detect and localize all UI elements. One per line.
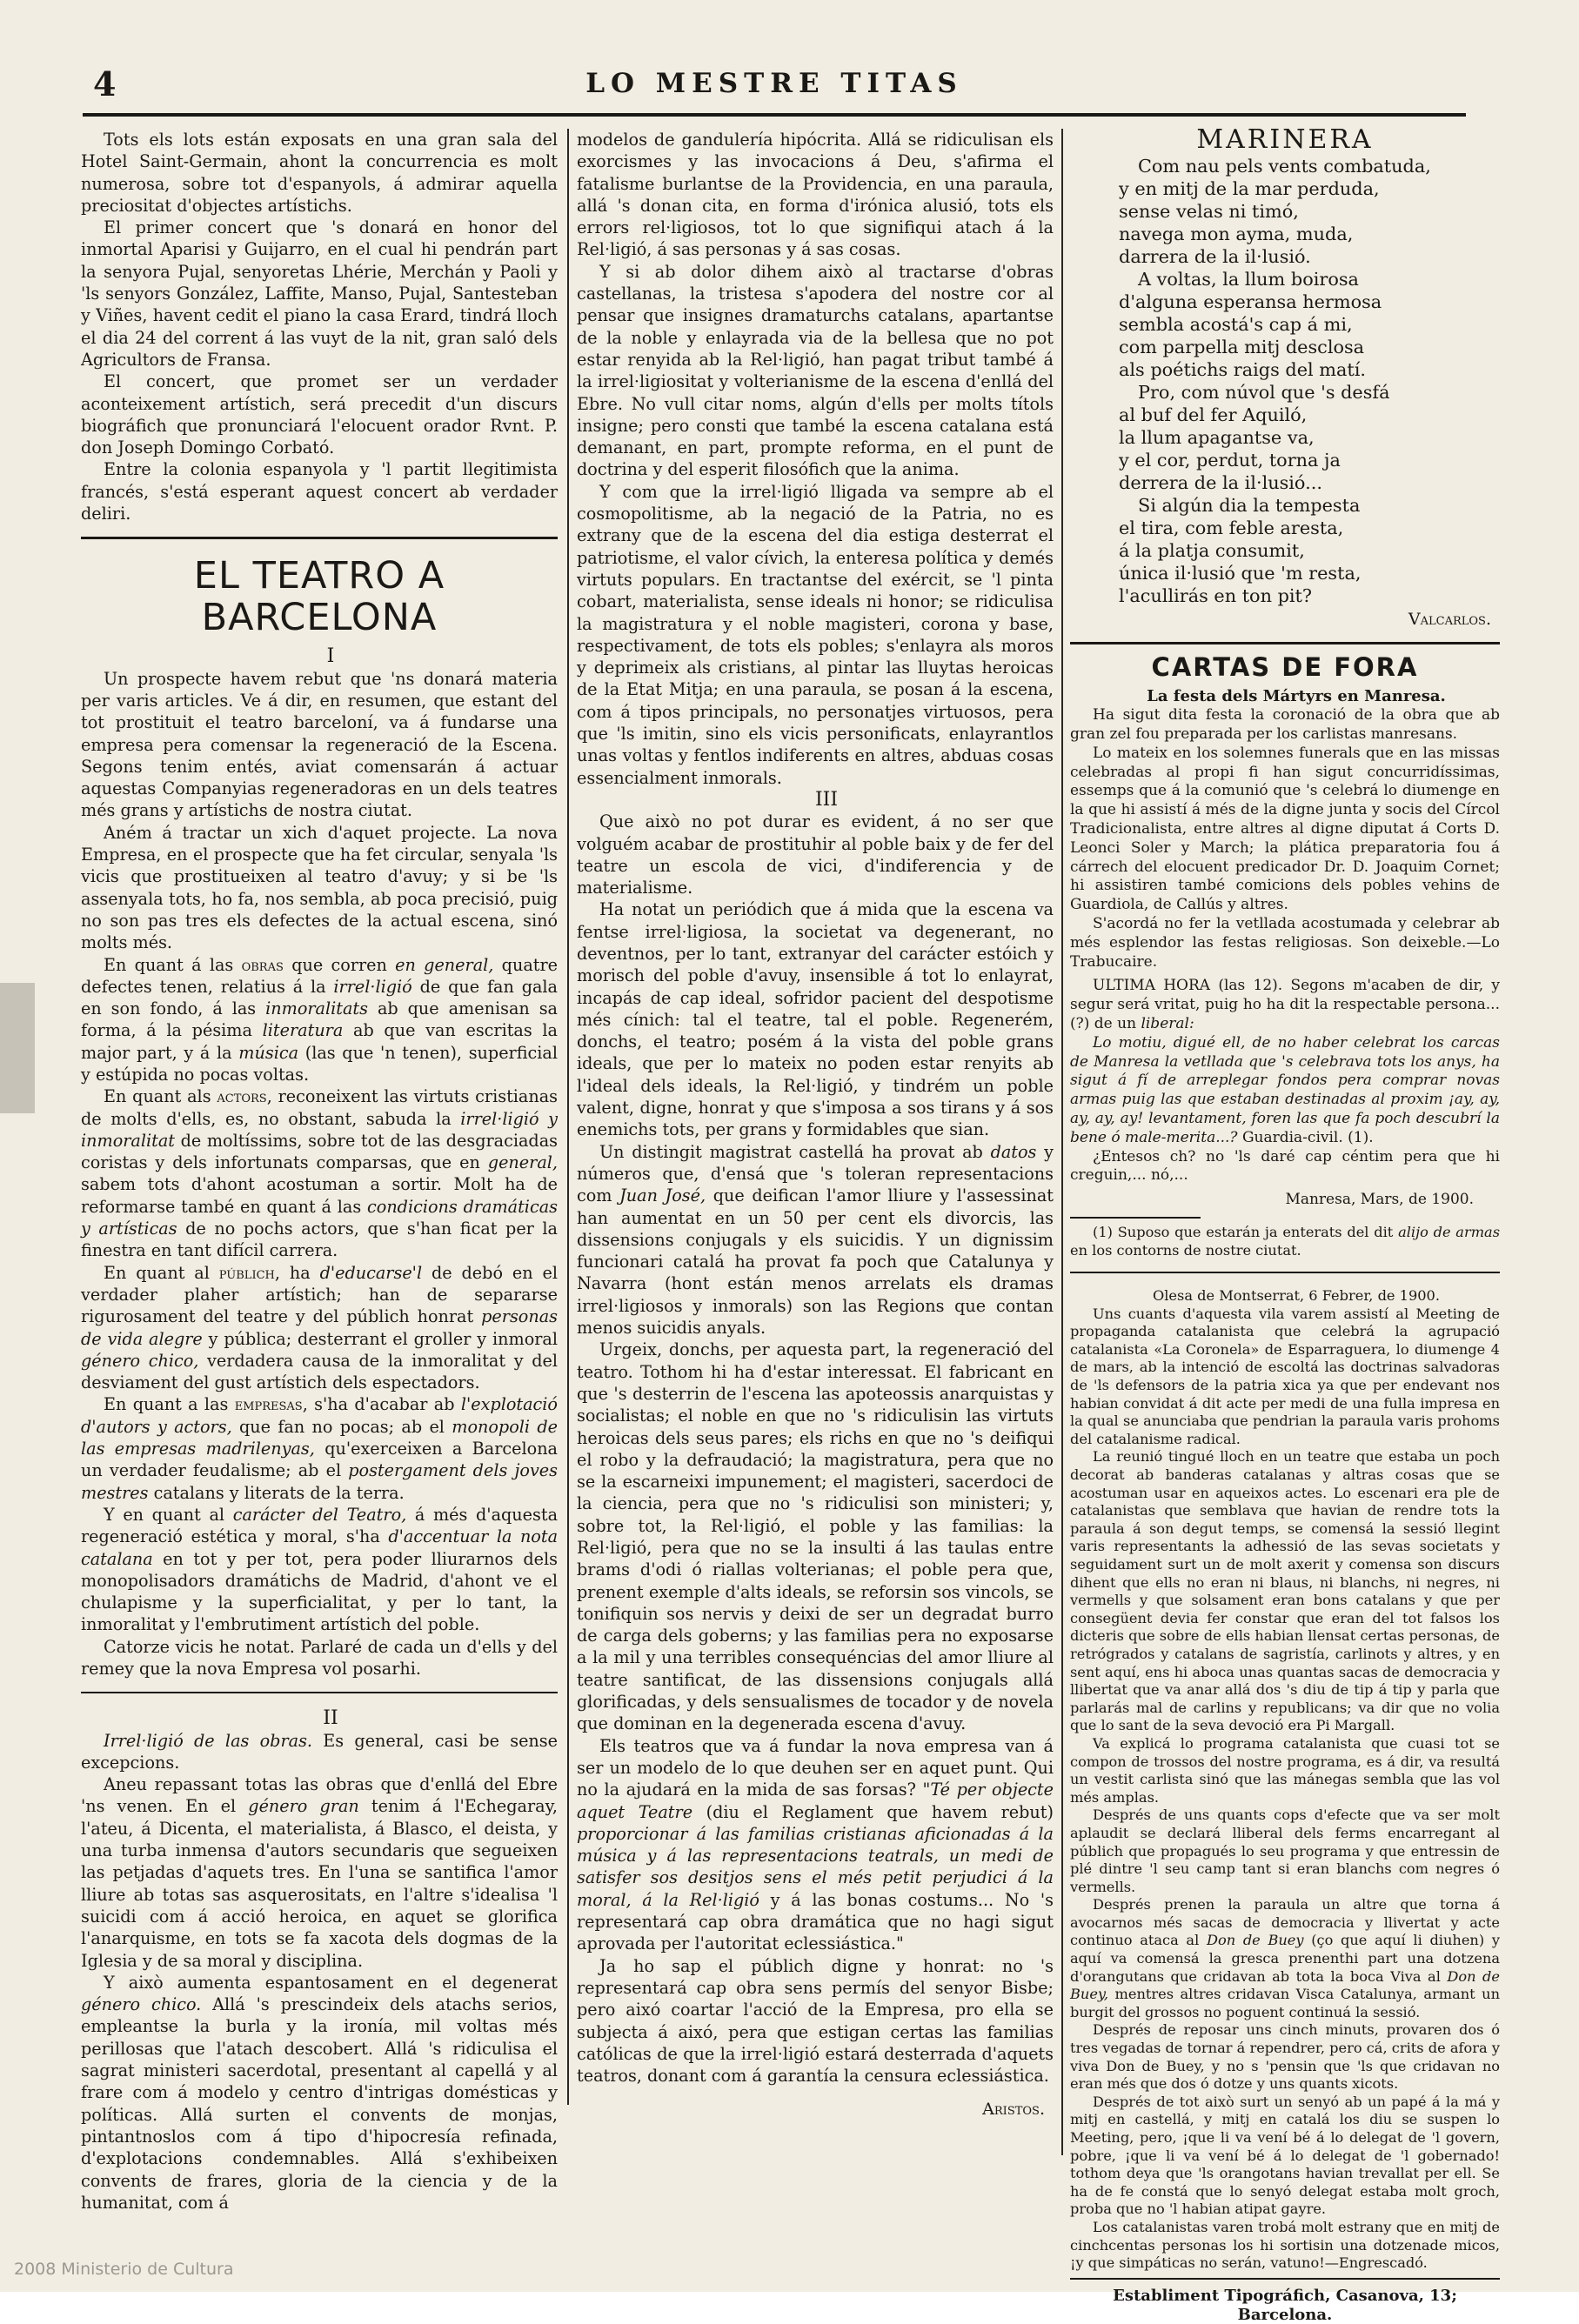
paragraph: Catorze vicis he notat. Parlaré de cada un d'ells y del remey que la nova Empresa vol posarhi. bbox=[81, 1636, 558, 1679]
paragraph: Els teatros que va á fundar la nova empresa van á ser un modelo de lo que deuhen ser en aquet punt. Qui no la ajudará en la mida de sas forsas? "Té per objecte aquet Teatre (diu el Reglament que havem rebut) proporcionar á las familias cristianas aficionadas á la música y á las representacions teatrals, un medi de satisfer sos desitjos sens el més petit perjudici á la moral, á la Rel·ligió y á las bonas costums... No 's representará cap obra dramática que no hagi sigut aprovada per l'autoritat eclessiástica." bbox=[577, 1735, 1054, 1954]
paragraph: modelos de gandulería hipócrita. Allá se ridiculisan els exorcismes y las invocacions á Deu, s'afirma el fatalisme burlantse de la Providencia, en una paraula, allá 's donan cita, en forma d'irónica alusió, tots els errors rel·ligiosos, tot lo que signifiqui atach á la Rel·ligió, á sas personas y á sas cosas. bbox=[577, 130, 1054, 260]
paragraph: Ha notat un periódich que á mida que la escena va fentse irrel·ligiosa, la societat va degenerant, no deventnos, per lo tant, extranyar del carácter estóich y morisch del poble d'avuy, insensible á tot lo enlayrat, incapás de cap ideal, sofridor pacient del despotisme més cínich: tal el teatre, tal el poble. Regenerém, donchs, el teatro; posém á la vista del poble grans ideals, que per lo mateix no poden estar renyits ab l'ideal dels ideals, la Rel·ligió, y tindrém un poble valent, digne, honrat y que s'imposa a sos tirans y á sos enemichs tots, per grans y formidables que sian. bbox=[577, 899, 1054, 1140]
column-divider bbox=[1061, 129, 1063, 2155]
column-divider bbox=[567, 129, 569, 2105]
poem-line: darrera de la il·lusió. bbox=[1119, 245, 1311, 267]
poem-line: l'acullirás en ton pit? bbox=[1119, 584, 1313, 606]
paragraph: En quant á las obras que corren en general, quatre defectes tenen, relatius á la irrel·ligió de que fan gala en son fondo, á las inmoralitats ab que amenisan sa forma, á la pésima literatura ab que van escritas la major part, y á la música (las que 'n tenen), superficial y estúpida no pocas voltas. bbox=[81, 954, 558, 1085]
paragraph: Ja ho sap el públich digne y honrat: no 's representará cap obra sens permís del senyor Bisbe; pero aixó coartar l'acció de la Empresa, pro ella se subjecta á aixó, pera que estigan certas las familias católicas de que la irrel·ligió estará desterrada d'aquets teatros, donant com á garantía la censura eclessiástica. bbox=[577, 1955, 1054, 2087]
paragraph: En quant al públich, ha d'educarse'l de debó en el verdader plaher artístich; han de separarse rigurosament del teatre y del públich honrat personas de vida alegre y pública; desterrant el groller y inmoral género chico, verdadera causa de la inmoralitat y del desviament del gust artístich dels espectadors. bbox=[81, 1262, 558, 1393]
section-divider bbox=[81, 537, 558, 539]
paragraph: Que això no pot durar es evident, á no ser que volguém acabar de prostituhir al poble baix y de fer del teatre un escola de vici, d'indiferencia y de materialisme. bbox=[577, 811, 1054, 898]
poem-line: Com nau pels vents combatuda, bbox=[1138, 155, 1431, 177]
paragraph: Entre la colonia espanyola y 'l partit llegitimista francés, s'está esperant aquest concert ab verdader deliri. bbox=[81, 459, 558, 524]
dateline: Manresa, Mars, de 1900. bbox=[1285, 1191, 1474, 1209]
paragraph: Tots els lots están exposats en una gran sala del Hotel Saint-Germain, ahont la concurrencia es molt numerosa, sobre tot d'espanyols, á admirar aquella preciositat d'objectes artístichs. bbox=[81, 130, 558, 216]
poem-line: y el cor, perdut, torna ja bbox=[1119, 449, 1341, 471]
poem-line: navega mon ayma, muda, bbox=[1119, 223, 1354, 244]
paragraph: Y si ab dolor dihem això al tractarse d'obras castellanas, la tristesa s'apodera del nostre cor al pensar que insignes dramaturchs catalans, apartantse de la noble y enlayrada via de la bellesa que no pot estar renyida ab la Rel·ligió, han pagat tribut també á la irrel·ligiositat y volterianisme de la escena d'enllá del Ebre. No vull citar noms, algún d'ells per molts títols insigne; pero consti que també la escena catalana está demanant, en part, prompte reforma, en el punt de doctrina y del esperit filosófich que la anima. bbox=[577, 261, 1054, 480]
poem-line: d'alguna esperansa hermosa bbox=[1119, 290, 1382, 312]
paragraph: Y en quant al carácter del Teatro, á més d'aquesta regeneració estética y moral, s'ha d'accentuar la nota catalana en tot y per tot, pera poder lliurarnos dels monopolisadors dramátichs de Madrid, d'ahont ve el chulapisme y la superficialitat, y per lo tant, la inmoralitat y l'embrutiment artístich del poble. bbox=[81, 1504, 559, 1635]
poem-line: Si algún dia la tempesta bbox=[1138, 494, 1361, 516]
column-1 bbox=[81, 129, 559, 2213]
poem-line: á la platja consumit, bbox=[1119, 539, 1305, 561]
section-number: III bbox=[814, 788, 839, 811]
poem-line: A voltas, la llum boirosa bbox=[1138, 268, 1359, 290]
poem-line: el tira, com feble aresta, bbox=[1119, 517, 1344, 538]
column-3 bbox=[1070, 124, 1500, 2324]
newspaper-title: LO MESTRE TITAS bbox=[585, 68, 963, 99]
paragraph: Urgeix, donchs, per aquesta part, la regeneració del teatro. Tothom hi ha d'estar interessat. El fabricant en que 's desterrin de l'escena las apoteossis anarquistas y socialistas; el noble en que no 's ridiculisin las virtuts heroicas dels seus pares; els richs en que no 's deifiqui el robo y la defraudació; la magistratura, pera que no se la escarneixi impunement; el magisteri, sacerdoci de la ciencia, pera que no 's ridiculisi son ministeri; y, sobre tot, la Rel·ligió, el poble y las familias: la Rel·ligió, pera que no se la insulti á las taulas entre brams d'odi ó riallas volterianas; el poble pera que, prenent exemple d'alts ideals, se reforsin sos vincols, se tonifiquin sos nervis y deixi de ser un degradat burro de carga dels goberns; y las familias pera no exposarse a la mil y una terribles consequéncias del amor lliure al teatre santificat, de las dissensions conjugals allá glorificadas, y dels sensualismes de tocador y de novela que dominan en la degenerada escena d'avuy. bbox=[577, 1339, 1054, 1734]
paragraph: ULTIMA HORA (las 12). Segons m'acaben de dir, y segur será vritat, puig ho ha dit la respectable persona... (?) de un liberal: bbox=[1070, 977, 1500, 1032]
poem-line: sembla acostá's cap á mi, bbox=[1119, 313, 1353, 335]
section-divider bbox=[1070, 642, 1500, 644]
poem-signature: Valcarlos. bbox=[1408, 609, 1491, 629]
poem-line: com parpella mitj desclosa bbox=[1119, 336, 1365, 357]
paragraph: Los catalanistas varen trobá molt estrany que en mitj de cinchcentas personas los hi sortisin una dotzenade micos, ¡y que simpáticas no serán, vatuno!—Engrescadó. bbox=[1070, 2218, 1500, 2272]
paragraph: Lo motiu, digué ell, de no haber celebrat los carcas de Manresa la vetllada que 's celebrava tots los anys, ha sigut á fí de arreplegar fondos pera comprar novas armas puig las que estaban destinadas al proxim ¡ay, ay, ay, ay, ay! levantament, foren las que fa poch descubrí la bene ó male-merita...? Guardia-civil. (1). bbox=[1070, 1033, 1500, 1146]
paragraph: Després de tot això surt un senyó ab un papé á la má y mitj en castellá, y mitj en catalá los diu se suspen lo Meeting, pero, ¡que li va vení bé á lo delegat de 'l govern, pobre, ¡que li va vení bé á lo delegat de 'l gobernado! tothom deya que 'ls orangotans havian trevallat per ell. Se ha de fe constá que lo senyó delegat estaba molt groch, proba que no 'l habian atipat gayre. bbox=[1070, 2093, 1500, 2218]
page-header bbox=[83, 59, 1466, 111]
letter-title: La festa dels Mártyrs en Manresa. bbox=[1147, 687, 1446, 706]
paragraph: Va explicá lo programa catalanista que cuasi tot se compon de trossos del nostre programa, es á dir, va resultá un vestit carlista sinó que las mánegas sembla que las vol més amplas. bbox=[1070, 1734, 1500, 1806]
footnote-rule bbox=[1070, 1217, 1201, 1219]
poem-line: y en mitj de la mar perduda, bbox=[1119, 177, 1380, 199]
page-edge-stain bbox=[0, 983, 35, 1113]
paragraph: Aneu repassant totas las obras que d'enllá del Ebre 'ns venen. En el género gran tenim á l'Echegaray, l'ateu, á Dicenta, el materialista, á Blasco, el deista, y una turba inmensa d'autors secundaris que segueixen las petjadas d'aquets tres. En l'una se santifica l'amor lliure ab totas sas asquerositats, en l'altre s'idealisa 'l suicidi com á acció heroica, en aquet se glorifica l'anarquisme, en tots se fa xacota dels dogmas de la Iglesia y de sa moral y disciplina. bbox=[81, 1774, 558, 1971]
paragraph: S'acordá no fer la vetllada acostumada y celebrar ab més esplendor las festas religiosas. Son deixeble.—Lo Trabucaire. bbox=[1070, 914, 1500, 971]
poem-title: MARINERA bbox=[1196, 124, 1374, 155]
paragraph: Y com que la irrel·ligió lligada va sempre ab el cosmopolitisme, ab la negació de la Patria, no es extrany que de la escena del dia estiga desterrat el patriotisme, el valor cívich, la enteresa política y demés virtuts populars. En tractantse del exércit, se 'l pinta cobart, materialista, sense ideals ni honor; se ridiculisa la magistratura y el noble magisteri, corona y base, respectivament, de tots els pobles; s'enlayra als moros y deprimeix als cristians, al pintar las lluytas heroicas de la Etat Mitja; en una paraula, se posan á la escena, com á tipos principals, no personatjes virtuosos, pera que 'ls imitin, sino els vicis personificats, enlayrantlos unas voltas y fentlos indiferents en altres, abduas cosas essencialment inmorals. bbox=[577, 481, 1054, 788]
author-signature: Aristos. bbox=[982, 2100, 1045, 2120]
paragraph: ¿Entesos ch? no 'ls daré cap céntim pera que hi creguin,... nó,... bbox=[1070, 1147, 1500, 1185]
paragraph: En quant a las empresas, s'ha d'acabar ab l'explotació d'autors y actors, que fan no pocas; ab el monopoli de las empresas madrilenyas, qu'exerceixen a Barcelona un verdader feudalisme; ab el postergament dels joves mestres catalans y literats de la terra. bbox=[81, 1394, 558, 1503]
poem-line: als poétichs raigs del matí. bbox=[1119, 358, 1367, 380]
section-divider bbox=[1070, 2278, 1500, 2280]
paragraph: Un distingit magistrat castellá ha provat ab datos y números que, d'ensá que 's toleran representacions com Juan José, que deifican l'amor lliure y l'assessinat han aumentat en un 50 per cent els divorcis, las dissensions conjugals y els suicidis. Y un dignissim funcionari catalá ha provat fa poch que Catalunya y Navarra (hont están menos arrelats els dramas irrel·ligiosos y inmorals) son las Regions que contan menos suicidis anyals. bbox=[577, 1141, 1054, 1339]
paragraph: Després de reposar uns cinch minuts, provaren dos ó tres vegadas de tornar á rependrer, pero cá, crits de afora y viva Don de Buey, y no s 'pensin que 'ls que cridavan no eran més que dos ó dotze y uns quants xicots. bbox=[1070, 2021, 1500, 2093]
paragraph: Ha sigut dita festa la coronació de la obra que ab gran zel fou preparada per los carlistas manresans. bbox=[1070, 706, 1500, 743]
poem-line: única il·lusió que 'm resta, bbox=[1119, 562, 1362, 584]
paragraph: Un prospecte havem rebut que 'ns donará materia per varis articles. Ve á dir, en resumen, que estant del tot prostituit el teatro barceloní, va á fundarse una empresa pera comensar la regeneració de la Escena. Segons tenim entés, aviat comensarán á actuar aquestas Companyias regeneradoras en un dels teatres més grans y artístichs de nostra ciutat. bbox=[81, 668, 558, 821]
poem-body bbox=[1070, 155, 1500, 607]
section-divider bbox=[81, 1692, 558, 1693]
paragraph: Aném á tractar un xich d'aquet projecte. La nova Empresa, en el prospecte que ha fet circular, senyala 'ls vicis que prostitueixen al teatro d'avuy; y si be 'ls assenyala tots, ho fa, nos sembla, ab poca precisió, puig no son pas tres els defectes de la actual escena, sinó molts més. bbox=[81, 822, 558, 953]
poem-line: la llum apagantse va, bbox=[1119, 426, 1315, 448]
poem-line: sense velas ni timó, bbox=[1119, 200, 1299, 222]
article-title: EL TEATRO A BARCELONA bbox=[193, 554, 445, 640]
section-divider bbox=[1070, 1272, 1500, 1273]
column-2 bbox=[577, 129, 1054, 2120]
paragraph: El primer concert que 's donará en honor del inmortal Aparisi y Guijarro, en el cual hi pendrán part la senyora Pujal, senyoretas Lhérie, Merchán y Paoli y 'ls senyors González, Laffite, Manso, Pujal, Santesteban y Viñes, havent cedit el piano la casa Erard, tindrá lloch el dia 24 del corrent á las vuyt de la nit, gran saló dels Agricultors de Fransa. bbox=[81, 217, 558, 370]
paragraph: En quant als actors, reconeixent las virtuts cristianas de molts d'ells, es, no obstant, sabuda la irrel·ligió y inmoralitat de moltíssims, sobre tot de las desgraciadas coristas y dels infortunats comparsas, que en general, sabem tots d'ahont acostuman a sortir. Molt ha de reformarse també en quant á las condicions dramáticas y artísticas de no pochs actors, que s'han ficat per la finestra en tant difícil carrera. bbox=[81, 1086, 558, 1261]
paragraph: Irrel·ligió de las obras. Es general, casi be sense excepcions. bbox=[81, 1730, 558, 1773]
paragraph: Uns cuants d'aquesta vila varem assistí al Meeting de propaganda catalanista que celebrá la agrupació catalanista «La Coronela» de Esparraguera, lo diumenge 4 de mars, ab la intenció de escoltá las doctrinas salvadoras de 'ls defensors de la patria xica ya que per endevant nos habian convidat á dit acte per medi de una fulla impresa en la qual se anunciaba que pendrian la paraula varis prohoms del catalanisme radical. bbox=[1070, 1305, 1500, 1447]
section-number: II bbox=[323, 1707, 338, 1730]
poem-line: derrera de la il·lusió... bbox=[1119, 471, 1322, 493]
footnote: (1) Suposo que estarán ja enterats del dit alijo de armas en los contorns de nostre ciutat. bbox=[1070, 1223, 1500, 1259]
paragraph: Després prenen la paraula un altre que torna á avocarnos més sacas de democracia y llivertat y acte continuo ataca al Don de Buey (ço que aquí li diuhen) y aquí va comensá la gresca prenenthi part una dotzena d'orangutans que cridavan ab tota la boca Viva al Don de Buey, mentres altres cridavan Visca Catalunya, armant un burgit del grossos no poguent continuá la sessió. bbox=[1070, 1896, 1500, 2020]
poem-line: Pro, com núvol que 's desfá bbox=[1138, 381, 1390, 403]
page-number: 4 bbox=[93, 64, 117, 104]
header-rule bbox=[83, 113, 1466, 117]
paragraph: La reunió tingué lloch en un teatre que estaba un poch decorat ab banderas catalanas y altras cosas que se acostuman usar en aqueixos actes. Lo escenari era ple de catalanistas que semblava que havian de rendre tots la paraula á son degut temps, se comensá la sessió llegint varis representants la adhessió de las sevas societats y seguidament surt un de molt axerit y comensa son discurs dihent que ells no eran ni blaus, ni blanchs, ni negres, ni vermells y que solsament eran bons catalans y que per consegüent devia fer constar que eran del tot falsos los dicteris que sobre de ells habian llensat certas personas, de retrógrados y catalans de sagristía, carlinots y altres, y en sent aquí, ens hi aboca unas quantas sacas de democracia y llibertat que va anar allá dos 's diu de tip á tip y parla que parlarás mal de carlins y republicans; va dir que no volia que lo sant de la seva devoció era Pi Margall. bbox=[1070, 1448, 1500, 1734]
poem-line: al buf del fer Aquiló, bbox=[1119, 404, 1308, 425]
paragraph: Lo mateix en los solemnes funerals que en las missas celebradas al propi fi han sigut concurridíssimas, essemps que á la comunió que 's celebrá lo diumenge en la que hi assistí á més de la digne junta y socis del Círcol Tradicionalista, entre altres al digne diputat á Corts D. Leonci Soler y March; la plática preparatoria fou á cárrech del elocuent predicador Dr. D. Joaquim Cornet; hi assistiren també comicions dels pobles vehins de Guardiola, de Callús y altres. bbox=[1070, 744, 1500, 914]
paragraph: El concert, que promet ser un verdader aconteixement artístich, será precedit d'un discurs biográfich que pronunciará l'elocuent orador Rvnt. P. don Joseph Domingo Corbató. bbox=[81, 371, 558, 458]
printer-imprint: Establiment Tipográfich, Casanova, 13; Barcelona. bbox=[1113, 2286, 1457, 2324]
copyright-watermark: 2008 Ministerio de Cultura bbox=[14, 2260, 234, 2279]
paragraph: Y això aumenta espantosament en el degenerat género chico. Allá 's prescindeix dels atachs serios, empleantse la burla y la ironía, mil voltas més perillosas que l'atach descobert. Allá 's ridiculisa el sagrat ministeri sacerdotal, presentant al capellá y al frare com á modelo y centro d'intrigas domésticas y políticas. Allá surten el convents de monjas, pintantnoslos com á tipo d'hipocresía refinada, d'explotacions condemnables. Allá s'exhibeixen convents de frares, gloria de la ciencia y de la humanitat, com á bbox=[81, 1972, 558, 2213]
dateline: Olesa de Montserrat, 6 Febrer, de 1900. bbox=[1152, 1287, 1440, 1305]
paragraph: Després de uns quants cops d'efecte que va ser molt aplaudit se declará lliberal dels ferms encarregant al públich que propagués lo seu programa y que entressin de plé dintre 'l seu camp tant si eran blanchs com negres ó vermells. bbox=[1070, 1806, 1500, 1895]
section-title: CARTAS DE FORA bbox=[1151, 651, 1419, 682]
section-number: I bbox=[326, 645, 335, 668]
